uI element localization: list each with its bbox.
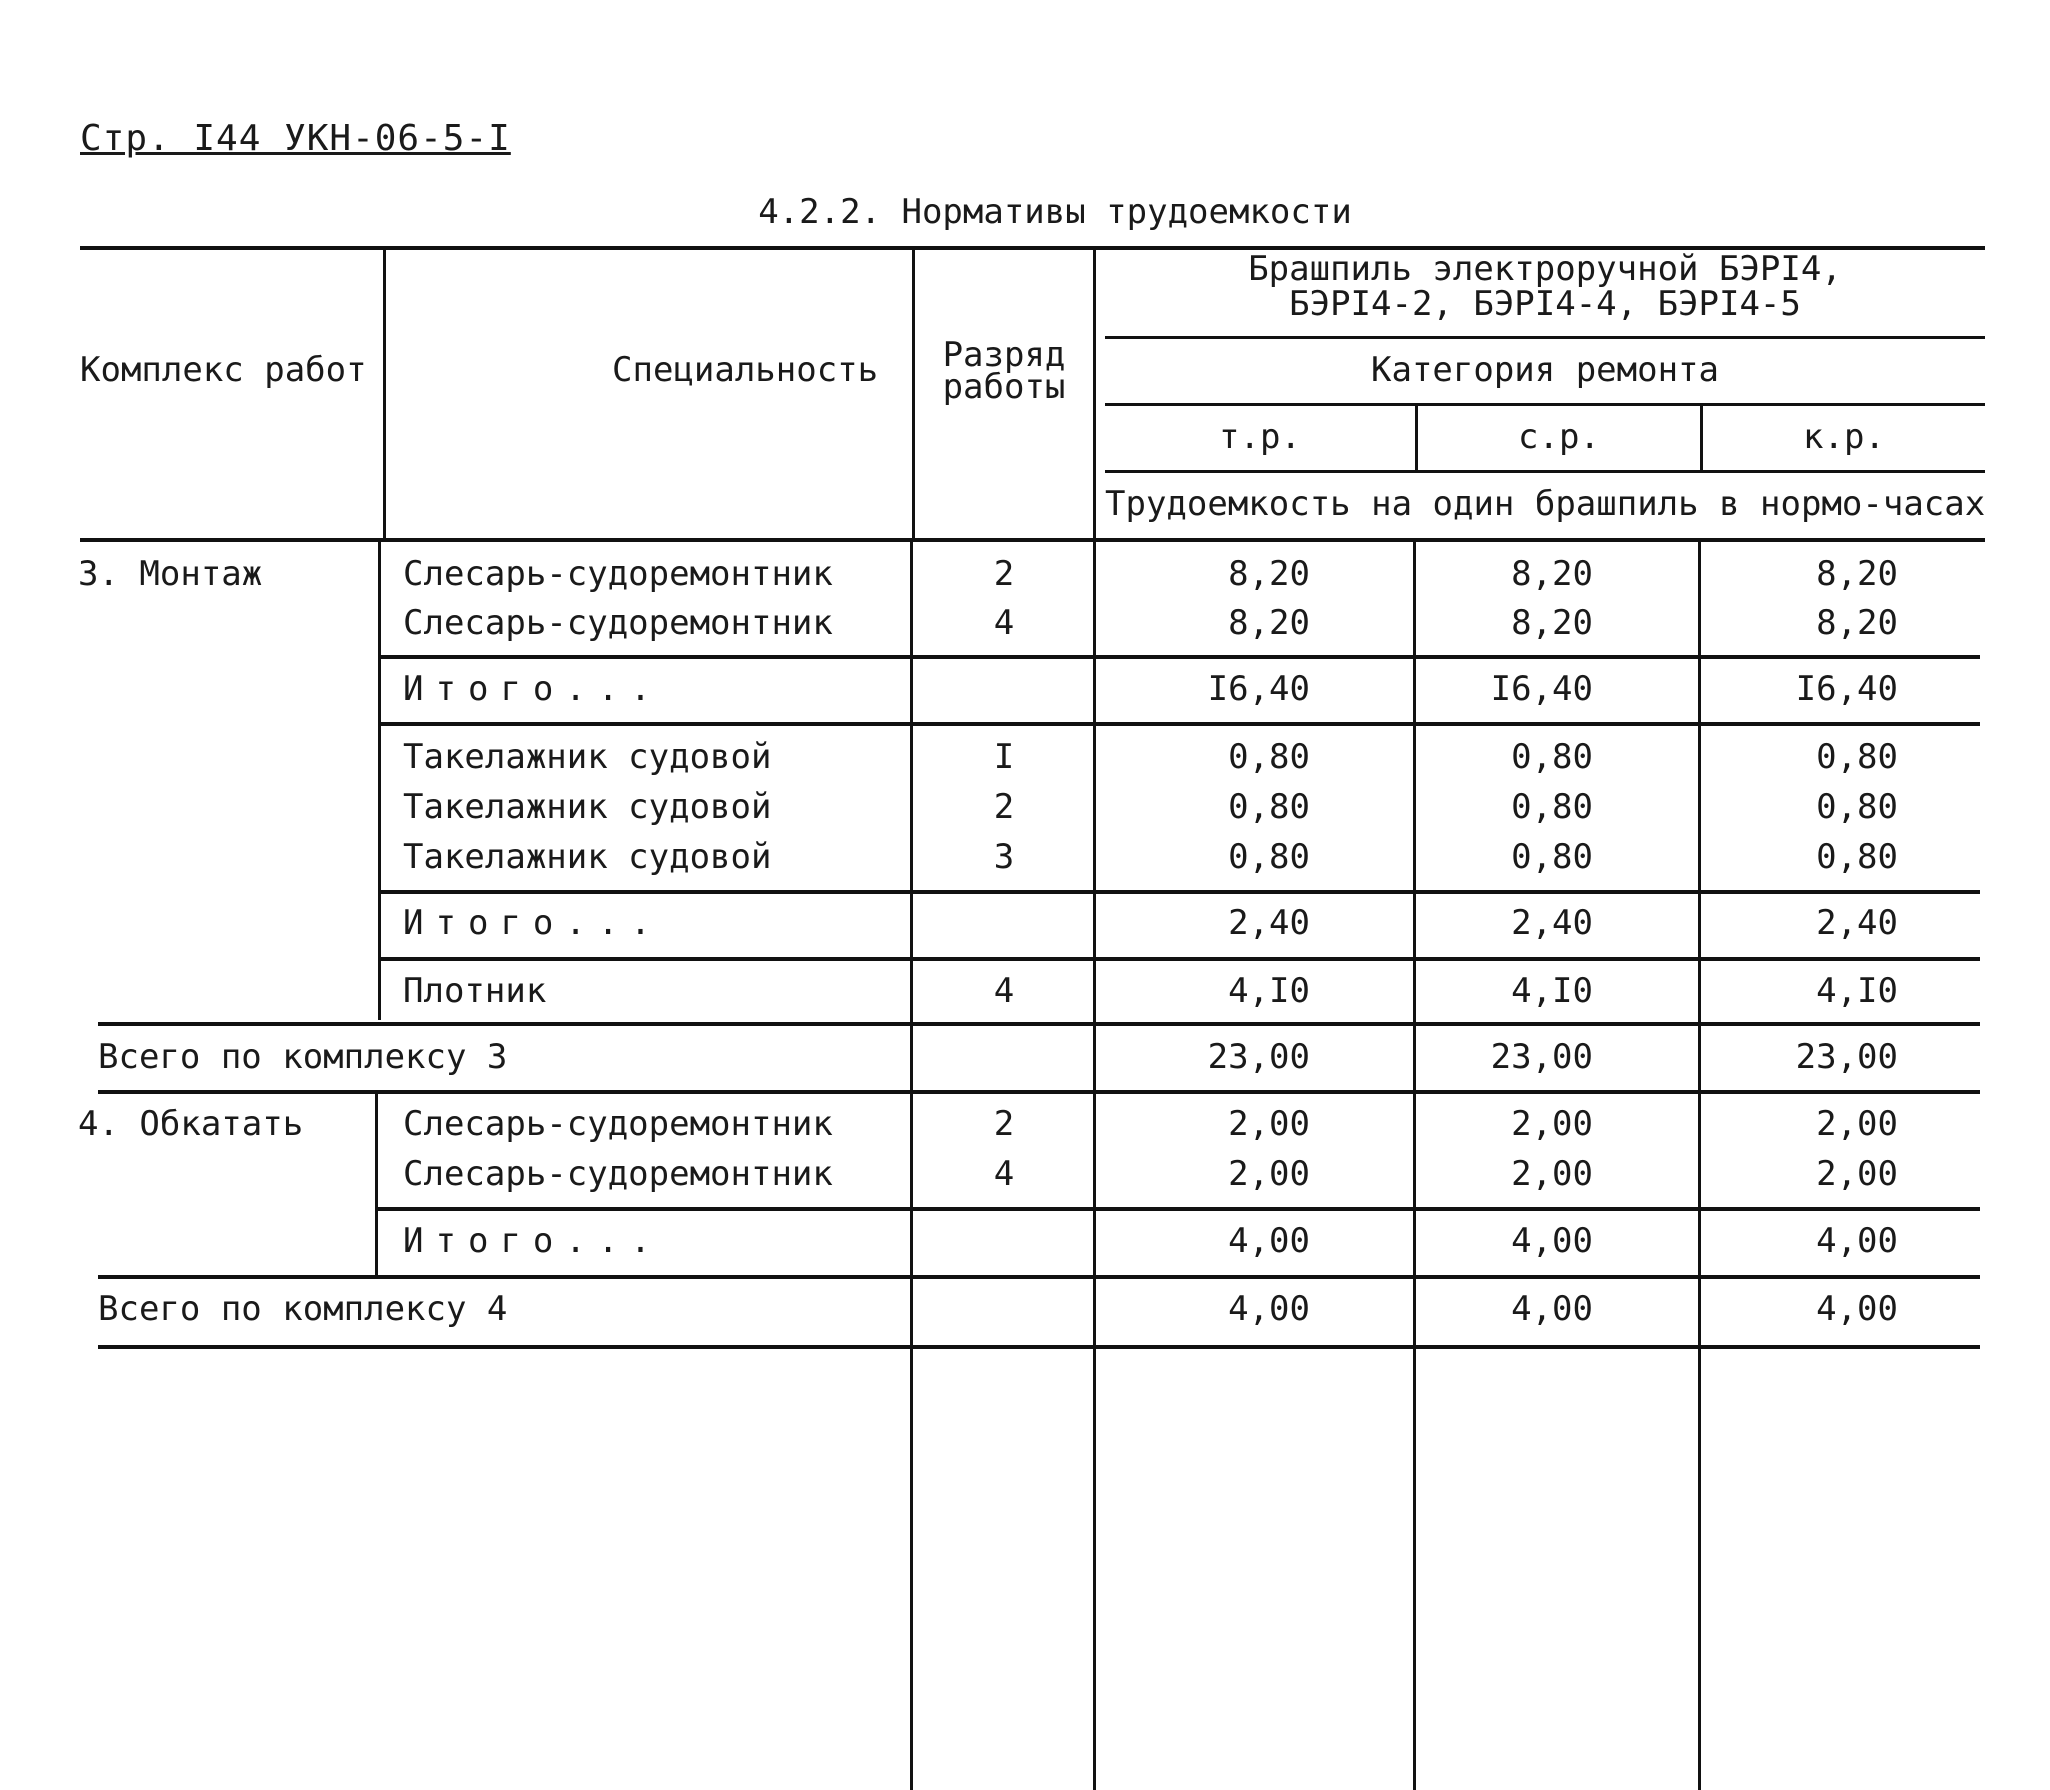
row-rule [375,1207,1980,1211]
grade-value: 4 [993,971,1015,1011]
grade-value: 3 [993,837,1015,877]
value-tr: 4,I0 [1228,971,1310,1011]
specialty-name: Такелажник судовой [403,787,772,827]
column-header-repair-category: Категория ремонта [1371,350,1719,390]
column-header-labor-note: Трудоемкость на один брашпиль в нормо-часах [1105,484,1986,524]
complex-rule [98,1022,1980,1026]
header-rule-subcols [1105,470,1985,473]
value-kr: 23,00 [1795,1037,1898,1077]
grade-value: 4 [993,603,1015,643]
complex-name: 4. Обкатать [78,1104,304,1144]
value-sr: 0,80 [1511,737,1593,777]
value-tr: 2,40 [1228,903,1310,943]
header-divider-grade [1093,248,1096,538]
body-divider-specialty [910,540,913,1790]
value-sr: 23,00 [1490,1037,1593,1077]
header-rule-category [1105,403,1985,406]
value-kr: 0,80 [1816,737,1898,777]
table-title: 4.2.2. Нормативы трудоемкости [758,192,1352,232]
value-sr: I6,40 [1490,669,1593,709]
grade-value: 2 [993,1104,1015,1144]
row-rule [378,722,1980,726]
specialty-name: Слесарь-судоремонтник [403,554,833,594]
value-kr: 4,I0 [1816,971,1898,1011]
page-header: Стр. I44 УКН-06-5-I [80,118,511,159]
grade-value: I [993,737,1015,777]
row-rule [378,957,1980,961]
value-tr: 4,00 [1228,1221,1310,1261]
header-rule-product [1105,336,1985,339]
column-header-grade-line2: работы [942,367,1066,407]
row-rule [378,655,1980,659]
value-tr: 2,00 [1228,1104,1310,1144]
column-header-product-line2: БЭРI4-2, БЭРI4-4, БЭРI4-5 [1289,284,1801,324]
value-kr: 8,20 [1816,554,1898,594]
value-sr: 2,00 [1511,1154,1593,1194]
value-sr: 0,80 [1511,837,1593,877]
specialty-name: Слесарь-судоремонтник [403,1154,833,1194]
value-sr: 2,00 [1511,1104,1593,1144]
complex-rule [98,1275,1980,1279]
column-header-tr: т.р. [1219,417,1301,457]
body-divider-grade [1093,540,1096,1790]
body-divider-complex-3 [378,540,381,1020]
column-header-sr: с.р. [1518,417,1600,457]
grade-value: 2 [993,554,1015,594]
specialty-name: Слесарь-судоремонтник [403,603,833,643]
value-sr: 8,20 [1511,603,1593,643]
table-bottom-rule [98,1345,1980,1349]
value-tr: 8,20 [1228,603,1310,643]
value-kr: 2,00 [1816,1154,1898,1194]
value-tr: 0,80 [1228,737,1310,777]
grade-value: 2 [993,787,1015,827]
value-kr: 2,40 [1816,903,1898,943]
value-tr: 4,00 [1228,1289,1310,1329]
subtotal-label: Итого... [403,1221,663,1261]
value-tr: 8,20 [1228,554,1310,594]
value-sr: 2,40 [1511,903,1593,943]
value-sr: 8,20 [1511,554,1593,594]
value-kr: 4,00 [1816,1289,1898,1329]
column-header-product-line1: Брашпиль электроручной БЭРI4, [1248,249,1842,289]
complex-name: 3. Монтаж [78,554,263,594]
value-kr: 4,00 [1816,1221,1898,1261]
body-divider-sr [1698,540,1701,1790]
value-sr: 4,00 [1511,1221,1593,1261]
complex-total-label: Всего по комплексу 3 [98,1037,508,1077]
value-kr: 0,80 [1816,787,1898,827]
column-header-grade-line1: Разряд [942,335,1066,375]
subtotal-label: Итого... [403,903,663,943]
complex-rule [98,1090,1980,1094]
value-tr: 2,00 [1228,1154,1310,1194]
value-kr: 0,80 [1816,837,1898,877]
column-header-specialty: Специальность [612,350,879,390]
specialty-name: Плотник [403,971,547,1011]
value-tr: I6,40 [1207,669,1310,709]
value-tr: 0,80 [1228,837,1310,877]
column-header-complex: Комплекс работ [80,350,367,390]
column-header-kr: к.р. [1803,417,1885,457]
header-divider-complex [383,248,386,538]
body-divider-complex-4 [375,1090,378,1275]
value-sr: 0,80 [1511,787,1593,827]
complex-total-label: Всего по комплексу 4 [98,1289,508,1329]
value-kr: I6,40 [1795,669,1898,709]
grade-value: 4 [993,1154,1015,1194]
specialty-name: Слесарь-судоремонтник [403,1104,833,1144]
value-sr: 4,00 [1511,1289,1593,1329]
subtotal-label: Итого... [403,669,663,709]
value-sr: 4,I0 [1511,971,1593,1011]
value-kr: 2,00 [1816,1104,1898,1144]
specialty-name: Такелажник судовой [403,837,772,877]
value-tr: 0,80 [1228,787,1310,827]
row-rule [378,890,1980,894]
body-divider-tr [1413,540,1416,1790]
value-tr: 23,00 [1207,1037,1310,1077]
specialty-name: Такелажник судовой [403,737,772,777]
value-kr: 8,20 [1816,603,1898,643]
